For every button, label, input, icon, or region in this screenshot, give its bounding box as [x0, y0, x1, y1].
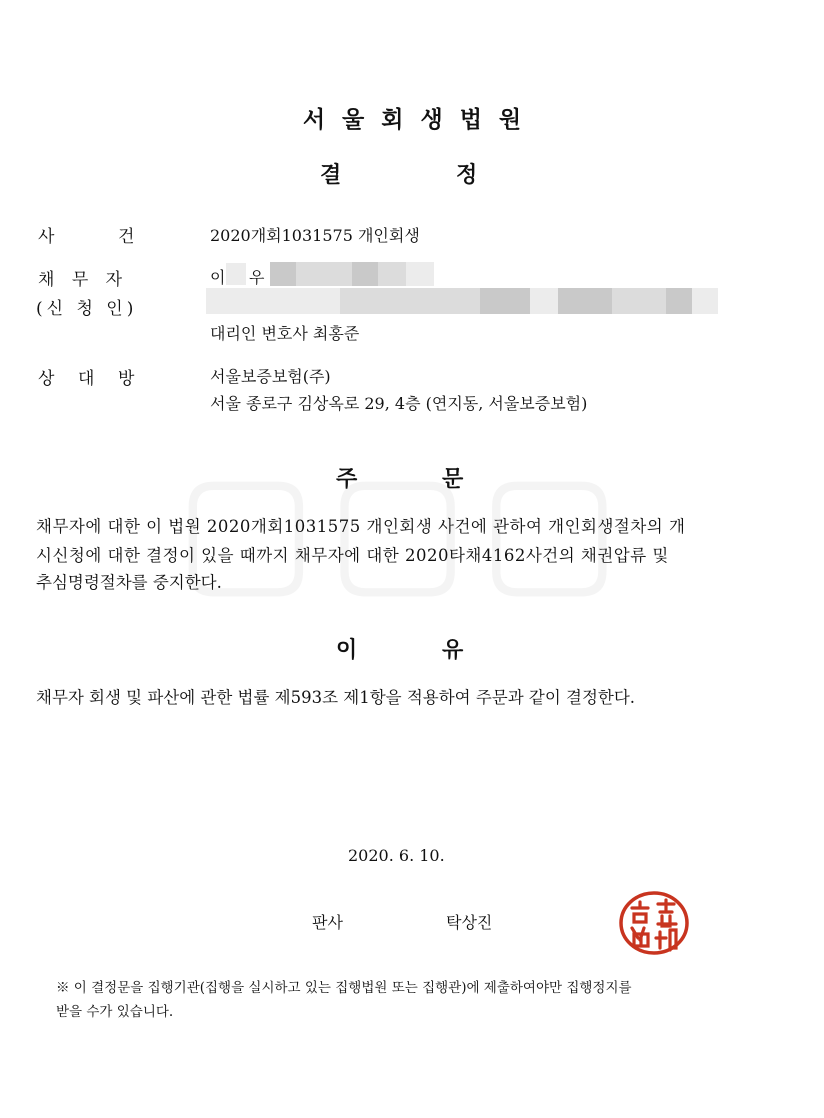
counterparty-address: 서울 종로구 김상옥로 29, 4층 (연지동, 서울보증보험): [210, 394, 588, 413]
counterparty-label-b: 대: [78, 369, 95, 389]
case-label-b: 건: [118, 227, 135, 247]
redaction-block: [378, 262, 406, 286]
footnote-line: 받을 수가 있습니다.: [56, 1004, 174, 1020]
reason-text: 채무자 회생 및 파산에 관한 법률 제593조 제1항을 적용하여 주문과 같이 결정한다.: [36, 688, 636, 707]
order-text-line: 시신청에 대한 결정이 있을 때까지 채무자에 대한 2020타채4162사건의 채권압류 및: [36, 546, 669, 565]
court-name: 서울회생법원: [302, 107, 539, 133]
document-title-right: 정: [456, 163, 478, 188]
order-heading-right: 문: [442, 467, 464, 492]
judge-name: 탁상진: [446, 913, 493, 932]
debtor-name-first: 이: [210, 268, 226, 287]
redaction-block: [340, 288, 480, 314]
case-number: 2020개회1031575 개인회생: [210, 226, 420, 245]
redaction-block: [558, 288, 612, 314]
redaction-block: [692, 288, 718, 314]
redaction-block: [666, 288, 692, 314]
reason-heading-right: 유: [442, 638, 464, 663]
applicant-label: (신 청 인): [36, 299, 138, 319]
decision-date: 2020. 6. 10.: [348, 846, 445, 865]
debtor-label: 채 무 자: [38, 270, 129, 290]
redaction-block: [270, 262, 296, 286]
judge-title: 판사: [312, 913, 343, 932]
counterparty-name: 서울보증보험(주): [210, 367, 331, 386]
counterparty-label-a: 상: [38, 369, 55, 389]
order-heading-left: 주: [336, 467, 358, 492]
debtor-name-last: 우: [249, 268, 265, 287]
footnote-line: ※ 이 결정문을 집행기관(집행을 실시하고 있는 집행법원 또는 집행관)에 제출하여야만 집행정지를: [56, 980, 632, 996]
redaction-block: [206, 288, 340, 314]
judge-seal-icon: [618, 890, 690, 956]
redaction-block: [406, 262, 434, 286]
attorney-line: 대리인 변호사 최홍준: [210, 324, 360, 343]
redaction-block: [226, 263, 246, 285]
document-title-left: 결: [320, 163, 342, 188]
counterparty-label-c: 방: [118, 369, 135, 389]
redaction-block: [352, 262, 378, 286]
order-text-line: 채무자에 대한 이 법원 2020개회1031575 개인회생 사건에 관하여 개인회생절차의 개: [36, 517, 686, 536]
reason-heading-left: 이: [336, 638, 358, 663]
case-label-a: 사: [38, 227, 55, 247]
redaction-block: [480, 288, 530, 314]
redaction-block: [530, 288, 558, 314]
order-text-line: 추심명령절차를 중지한다.: [36, 573, 222, 592]
redaction-block: [296, 262, 352, 286]
redaction-block: [612, 288, 666, 314]
